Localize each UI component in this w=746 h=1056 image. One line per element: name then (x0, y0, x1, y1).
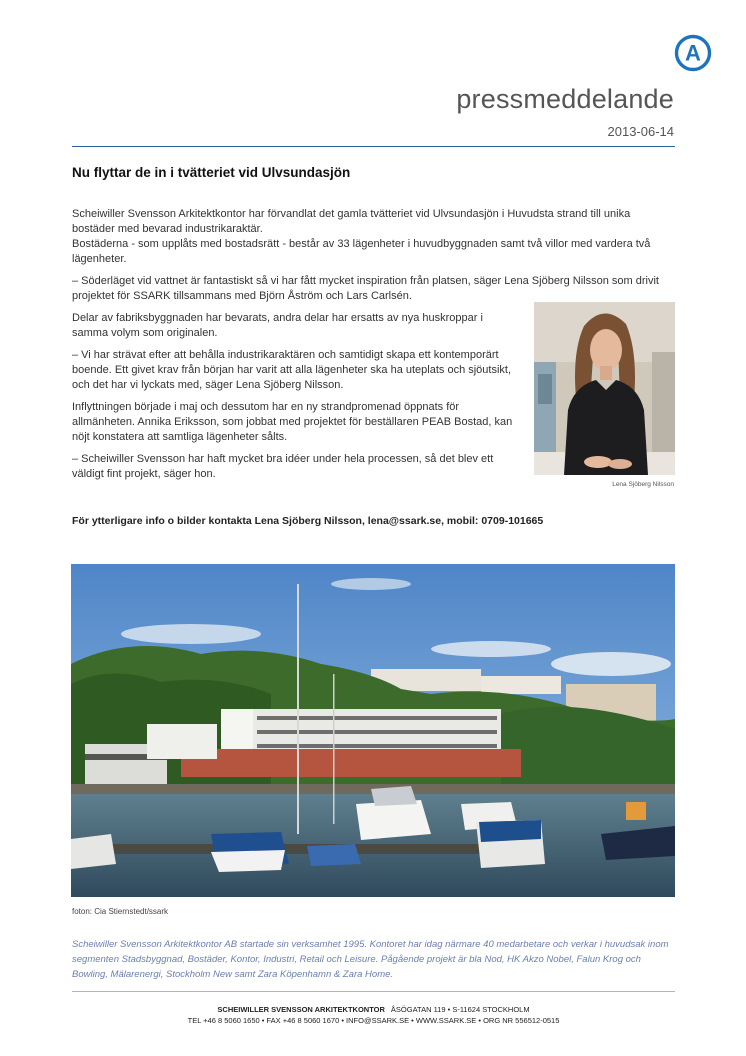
footer-divider (72, 991, 675, 992)
portrait-photo (534, 302, 675, 475)
footer (72, 1004, 675, 1026)
paragraph-intro-a: Scheiwiller Svensson Arkitektkontor har förvandlat det gamla tvätteriet vid Ulvsundasjön i Huvudsta strand till unika bostäder med bevarad industrikaraktär. (72, 208, 631, 235)
company-about: Scheiwiller Svensson Arkitektkontor AB startade sin verksamhet 1995. Kontoret har idag närmare 40 medarbetare och verkar i huvudsak inom segmenten Stadsbyggnad, Bostäder, Kontor, Industri, Retail och Leisure. Pågående projekt är bla Nod, HK Akzo Nobel, Falun Krog och Bowling, Mälarenergi, Stockholm New samt Zara Köpenhamn & Zara Home. (72, 939, 669, 980)
paragraph-3: Delar av fabriksbyggnaden har bevarats, andra delar har ersatts av nya huskroppar i samma volym som originalen. (72, 312, 483, 339)
paragraph-intro (72, 207, 672, 267)
paragraph-quote-1: – Söderläget vid vattnet är fantastiskt så vi har fått mycket inspiration från platsen, säger Lena Sjöberg Nilsson som drivit projektet för SSARK tillsammans med Björn Åström och Lars Carlsén. (72, 275, 659, 302)
paragraph-quote-2: – Vi har strävat efter att behålla industrikaraktären och samtidigt skapa ett kontemporärt boende. Ett givet krav från början har varit att alla lägenheter ska ha uteplats och sjöutsikt, och det har vi lyckats med, säger Lena Sjöberg Nilsson. (72, 349, 512, 391)
footer-address: ÅSÖGATAN 119 • S-11624 STOCKHOLM (390, 1005, 530, 1014)
paragraph-quote-3: – Scheiwiller Svensson har haft mycket bra idéer under hela processen, så det blev ett väldigt fint projekt, säger hon. (72, 453, 494, 480)
contact-line: För ytterligare info o bilder kontakta Lena Sjöberg Nilsson, lena@ssark.se, mobil: 0709-101665 (72, 515, 544, 527)
release-date: 2013-06-14 (607, 124, 674, 139)
headline: Nu flyttar de in i tvätteriet vid Ulvsundasjön (72, 165, 351, 180)
footer-firm-name: SCHEIWILLER SVENSSON ARKITEKTKONTOR (217, 1005, 385, 1014)
paragraph-5: Inflyttningen började i maj och dessutom har en ny strandpromenad öppnats för allmänheten. Annika Eriksson, som jobbat med projektet för beställaren PEAB Bostad, kan nöjt konstatera att samtliga lägenheter sålts. (72, 401, 513, 443)
photo-credit: foton: Cia Stiernstedt/ssark (72, 907, 169, 916)
document-type: pressmeddelande (456, 84, 674, 114)
circle-a-logo-icon (674, 34, 712, 72)
waterfront-photo (71, 564, 675, 897)
logo-letter: A (685, 40, 701, 66)
footer-line-1 (72, 1004, 675, 1015)
paragraph-intro-b: Bostäderna - som upplåts med bostadsrätt - består av 33 lägenheter i huvudbyggnaden samt två villor med vardera två lägenheter. (72, 238, 651, 265)
footer-line-2: TEL +46 8 5060 1650 • FAX +46 8 5060 1670 • INFO@SSARK.SE • WWW.SSARK.SE • ORG NR 556512-0515 (187, 1016, 560, 1025)
header-divider (72, 146, 675, 147)
portrait-caption: Lena Sjöberg Nilsson (612, 481, 674, 488)
